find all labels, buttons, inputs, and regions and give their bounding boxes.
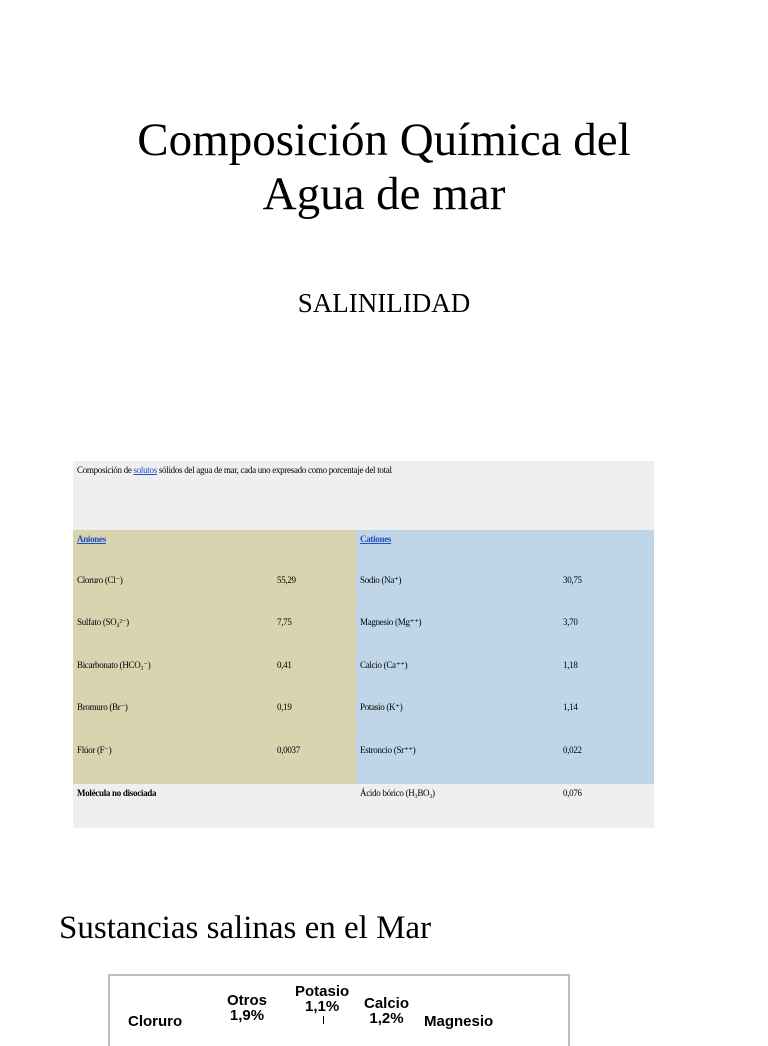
otros-name: Otros bbox=[227, 992, 268, 1009]
cation-value: 0,022 bbox=[563, 745, 582, 755]
composition-table bbox=[73, 461, 654, 828]
pie-label-otros bbox=[227, 993, 267, 1023]
table-row bbox=[360, 575, 654, 589]
molecule-label: Molécula no disociada bbox=[77, 788, 157, 798]
pie-label-cloruro: Cloruro bbox=[128, 1013, 183, 1030]
table-row bbox=[77, 702, 356, 716]
anion-name: Bromuro (Br⁻) bbox=[77, 702, 128, 712]
molecule-name: Ácido bórico (H₃BO₃) bbox=[360, 788, 435, 798]
title-line-1: Composición Química del bbox=[137, 114, 631, 166]
slide-title bbox=[0, 113, 768, 221]
cations-column bbox=[356, 530, 654, 784]
cation-name: Sodio (Na⁺) bbox=[360, 575, 402, 585]
caption-text-after: sólidos del agua de mar, cada uno expresado como porcentaje del total bbox=[156, 465, 392, 475]
solutos-link[interactable]: solutos bbox=[133, 465, 157, 475]
table-row bbox=[360, 702, 654, 716]
cation-name: Calcio (Ca⁺⁺) bbox=[360, 660, 408, 670]
table-row bbox=[360, 617, 654, 631]
pie-chart-image bbox=[108, 974, 570, 1046]
anion-name: Bicarbonato (HCO₃⁻) bbox=[77, 660, 151, 670]
table-row bbox=[77, 617, 356, 631]
anion-value: 0,0037 bbox=[277, 745, 300, 755]
potasio-name: Potasio bbox=[295, 983, 350, 1000]
anion-value: 0,41 bbox=[277, 660, 292, 670]
calcio-name: Calcio bbox=[364, 995, 410, 1012]
calcio-value: 1,2% bbox=[369, 1010, 404, 1027]
anions-column bbox=[73, 530, 356, 784]
table-row bbox=[77, 660, 356, 674]
title-line-2: Agua de mar bbox=[262, 168, 506, 220]
anion-name: Flúor (F⁻) bbox=[77, 745, 112, 755]
anion-name: Cloruro (Cl⁻) bbox=[77, 575, 123, 585]
otros-value: 1,9% bbox=[229, 1007, 265, 1024]
pie-label-magnesio: Magnesio bbox=[424, 1013, 494, 1030]
caption-text-before: Composición de bbox=[77, 465, 134, 475]
slide-subtitle: SALINILIDAD bbox=[297, 288, 471, 318]
cation-value: 1,18 bbox=[563, 660, 578, 670]
table-row bbox=[360, 660, 654, 674]
section-title: Sustancias salinas en el Mar bbox=[59, 910, 432, 946]
table-row bbox=[360, 745, 654, 759]
cation-value: 1,14 bbox=[563, 702, 578, 712]
cation-value: 30,75 bbox=[563, 575, 582, 585]
cation-value: 3,70 bbox=[563, 617, 578, 627]
table-row bbox=[77, 575, 356, 589]
anion-value: 0,19 bbox=[277, 702, 292, 712]
cations-header-link[interactable]: Cationes bbox=[360, 534, 392, 544]
cation-name: Potasio (K⁺) bbox=[360, 702, 403, 712]
potasio-value: 1,1% bbox=[304, 998, 340, 1015]
table-row bbox=[77, 745, 356, 759]
cation-name: Magnesio (Mg⁺⁺) bbox=[360, 617, 422, 627]
anions-header-link[interactable]: Aniones bbox=[77, 534, 106, 544]
potasio-leader-line bbox=[323, 1016, 324, 1024]
table-caption bbox=[77, 465, 647, 475]
anion-name: Sulfato (SO₄²⁻) bbox=[77, 617, 129, 627]
cation-name: Estroncio (Sr⁺⁺) bbox=[360, 745, 416, 755]
molecule-value: 0,076 bbox=[563, 788, 582, 798]
anion-value: 7,75 bbox=[277, 617, 292, 627]
pie-label-potasio bbox=[295, 984, 349, 1014]
anion-value: 55,29 bbox=[277, 575, 296, 585]
pie-label-calcio bbox=[364, 996, 409, 1026]
undissociated-molecule-row bbox=[73, 788, 654, 802]
